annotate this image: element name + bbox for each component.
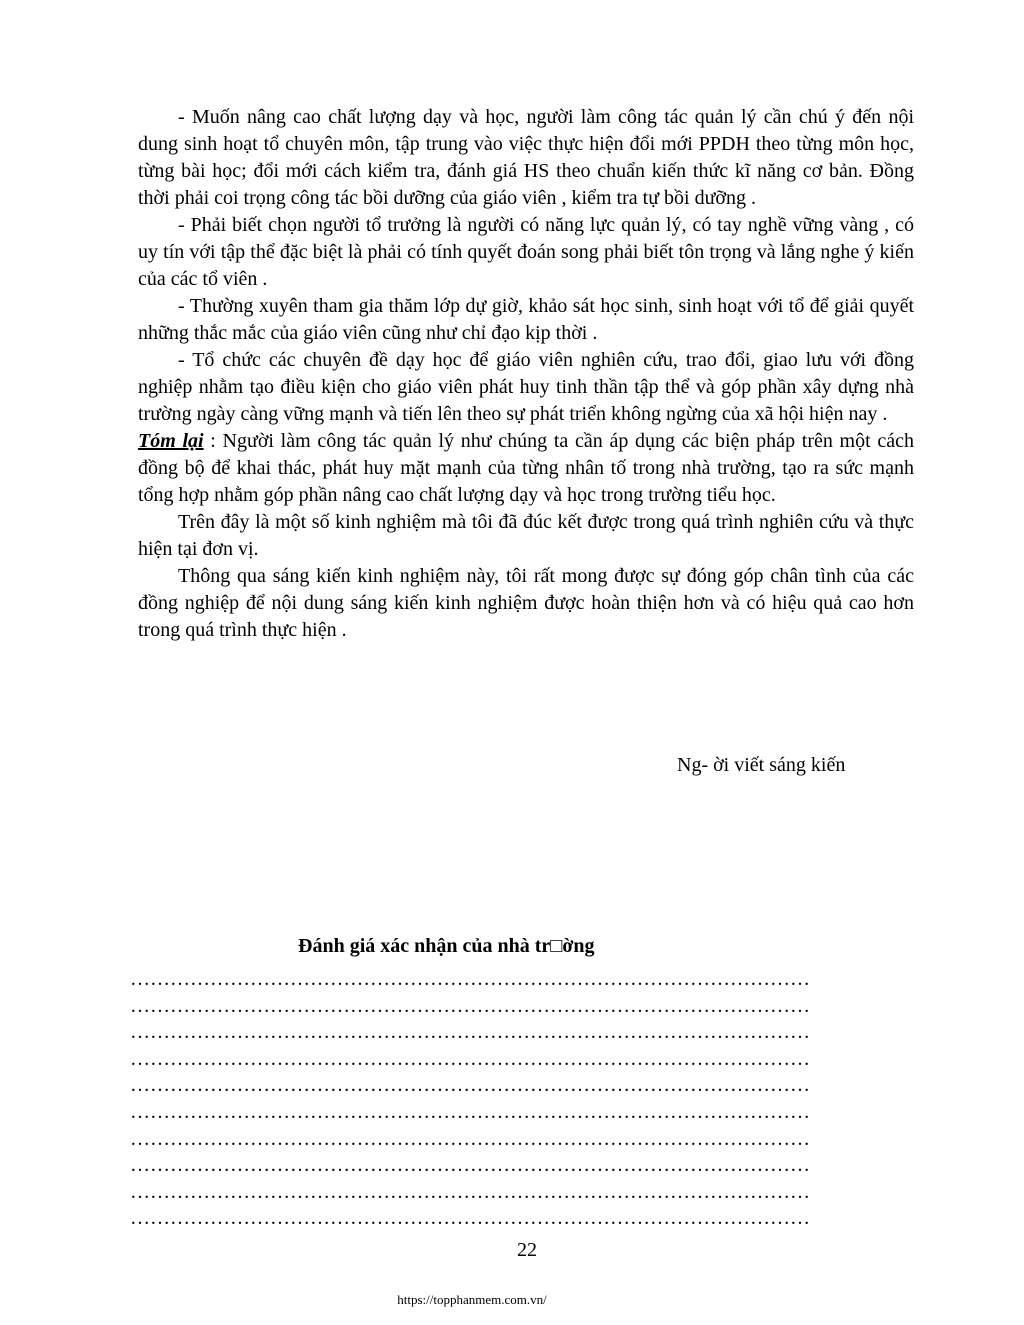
document-body	[138, 104, 914, 644]
closing-paragraph-2: Thông qua sáng kiến kinh nghiệm này, tôi rất mong được sự đóng góp chân tình của các đồng nghiệp để nội dung sáng kiến kinh nghiệm được hoàn thiện hơn và có hiệu quả cao hơn trong quá trình thực hiện .	[138, 565, 914, 641]
dotted-line: …………………………………………………………………………………………	[130, 1207, 810, 1230]
dotted-line: …………………………………………………………………………………………	[130, 968, 810, 990]
paragraph-4: - Tổ chức các chuyên đề dạy học để giáo viên nghiên cứu, trao đổi, giao lưu với đồng nghiệp nhằm tạo điều kiện cho giáo viên phát huy tinh thần tập thể và góp phần xây dựng nhà trường ngày càng vững mạnh và tiến lên theo sự phát triển không ngừng của xã hội hiện nay .	[138, 349, 914, 425]
dotted-line: …………………………………………………………………………………………	[130, 1154, 810, 1177]
closing-paragraph-1: Trên đây là một số kinh nghiệm mà tôi đã đúc kết được trong quá trình nghiên cứu và thực hiện tại đơn vị.	[138, 511, 914, 560]
paragraph-1: - Muốn nâng cao chất lượng dạy và học, người làm công tác quản lý cần chú ý đến nội dung sinh hoạt tổ chuyên môn, tập trung vào việc thực hiện đổi mới PPDH theo từng môn học, từng bài học; đổi mới cách kiểm tra, đánh giá HS theo chuẩn kiến thức kĩ năng cơ bản. Đồng thời phải coi trọng công tác bồi dưỡng của giáo viên , kiểm tra tự bồi dưỡng .	[138, 106, 914, 209]
dotted-line: …………………………………………………………………………………………	[130, 1180, 810, 1203]
signature-line: Ng- ời viết sáng kiến	[677, 754, 846, 776]
dotted-line: …………………………………………………………………………………………	[130, 1074, 810, 1097]
dotted-line: …………………………………………………………………………………………	[130, 994, 810, 1017]
summary-label: Tóm lại	[138, 430, 204, 452]
summary-paragraph	[138, 428, 914, 509]
dotted-line: …………………………………………………………………………………………	[130, 1127, 810, 1150]
dotted-line: …………………………………………………………………………………………	[130, 1021, 810, 1044]
summary-text: : Người làm công tác quản lý như chúng ta cần áp dụng các biện pháp trên một cách đồng bộ để khai thác, phát huy mặt mạnh của từng nhân tố trong nhà trường, tạo ra sức mạnh tổng hợp nhằm góp phần nâng cao chất lượng dạy và học trong trường tiểu học.	[138, 430, 914, 506]
page-number: 22	[517, 1239, 537, 1261]
evaluation-dotted-lines	[130, 966, 926, 1232]
paragraph-2: - Phải biết chọn người tổ trưởng là người có năng lực quản lý, có tay nghề vững vàng , có uy tín với tập thể đặc biệt là phải có tính quyết đoán song phải biết tôn trọng và lắng nghe ý kiến của các tổ viên .	[138, 214, 914, 290]
dotted-line: …………………………………………………………………………………………	[130, 1100, 810, 1123]
dotted-line: …………………………………………………………………………………………	[130, 1047, 810, 1070]
footer-url[interactable]: https://topphanmem.com.vn/	[397, 1292, 547, 1307]
evaluation-title: Đánh giá xác nhận của nhà tr□ờng	[298, 935, 595, 957]
paragraph-3: - Thường xuyên tham gia thăm lớp dự giờ, khảo sát học sinh, sinh hoạt với tổ để giải quyết những thắc mắc của giáo viên cũng như chỉ đạo kịp thời .	[138, 295, 914, 344]
